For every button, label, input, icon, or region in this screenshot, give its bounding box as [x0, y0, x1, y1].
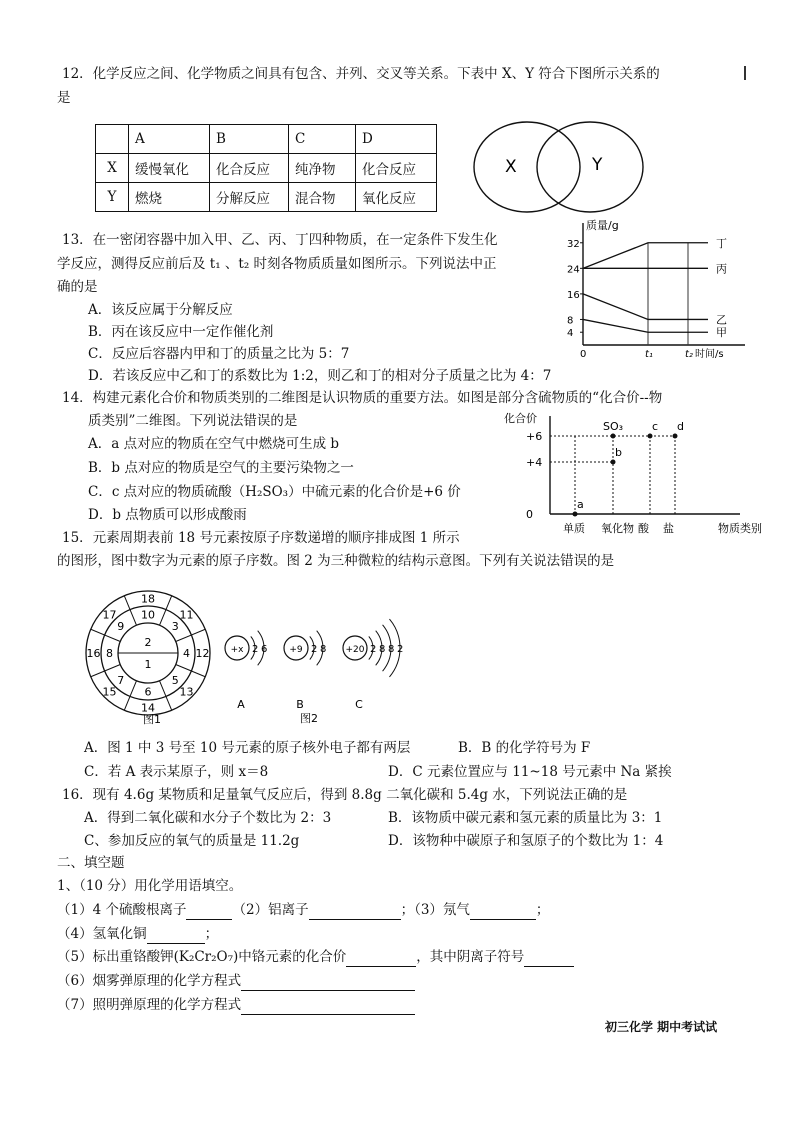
nucleus-charge: +x: [230, 645, 244, 655]
ring-spoke: [176, 664, 206, 676]
x-tick-label: 盐: [663, 522, 674, 535]
venn-diagram: [470, 115, 650, 215]
table-cell: 氧化反应: [356, 183, 437, 212]
series-label: 丙: [716, 262, 727, 276]
table-cell: 分解反应: [210, 183, 289, 212]
q12-stem-line2: 是: [57, 90, 71, 106]
item5-label: （5）标出重铬酸钾(K₂Cr₂O₇)中铬元素的化合价: [57, 949, 347, 965]
venn-label-x: X: [505, 157, 517, 177]
answer-blank-2[interactable]: [309, 905, 401, 920]
nucleus-charge: +20: [345, 645, 365, 655]
item3-label: ；（3）氖气: [400, 902, 470, 918]
q14-stem-line2: 质类别”二维图。下列说法错误的是: [88, 413, 298, 429]
section2-intro: 1、（10 分）用化学用语填空。: [57, 878, 243, 894]
element-number: 13: [179, 685, 194, 699]
q15-option-b: B．B 的化学符号为 F: [458, 740, 591, 756]
venn-circle-y: [537, 122, 643, 212]
q16-option-c: C、参加反应的氧气的质量是 11.2g: [84, 833, 300, 849]
answer-blank-4[interactable]: [147, 929, 205, 944]
item6-label: （6）烟雾弹原理的化学方程式: [57, 973, 242, 989]
q13-stem-line3: 确的是: [57, 279, 98, 295]
answer-blank-7[interactable]: [241, 1000, 415, 1015]
q14-option-d: D．b 点物质可以形成酸雨: [88, 507, 247, 523]
x-axis-label: 物质类别: [718, 522, 762, 535]
x-tick-label: t₂: [685, 349, 693, 360]
data-point: [611, 460, 616, 465]
table-cell: 化合反应: [356, 154, 437, 183]
q16-option-d: D．该物种中碳原子和氢原子的个数比为 1：4: [388, 833, 664, 849]
q14-option-c: C．c 点对应的物质硫酸（H₂SO₃）中硫元素的化合价是+6 价: [88, 484, 461, 500]
x-tick-label: 酸: [638, 522, 649, 535]
shell-electrons: 8: [320, 644, 327, 655]
x-tick-label: 氧化物: [601, 522, 634, 535]
shell-electrons: 2: [397, 644, 404, 655]
data-label: a: [577, 498, 584, 511]
q16-option-a: A．得到二氧化碳和水分子个数比为 2：3: [84, 810, 332, 826]
series-label: 丁: [716, 236, 727, 250]
data-label: d: [677, 420, 684, 433]
figure1-caption: 图1: [143, 713, 161, 726]
series-line: [583, 319, 708, 332]
section2-title: 二、填空题: [57, 855, 125, 871]
table-cell: 化合反应: [210, 154, 289, 183]
q16-stem: 16．现有 4.6g 某物质和足量氧气反应后，得到 8.8g 二氧化碳和 5.4g 水，下列说法正确的是: [62, 787, 628, 803]
q12-table: [95, 124, 437, 212]
ring-spoke: [159, 681, 171, 711]
series-label: 乙: [716, 313, 727, 327]
shell-electrons: 8: [379, 644, 386, 655]
item1-label: （1）4 个硫酸根离子: [57, 902, 187, 918]
element-number: 15: [102, 685, 117, 699]
data-label: b: [615, 446, 622, 459]
table-header-cell: B: [210, 125, 289, 154]
element-number: 3: [171, 619, 179, 633]
margin-mark: [744, 66, 746, 80]
data-point: [573, 512, 578, 517]
answer-blank-5b[interactable]: [524, 952, 574, 967]
mass-time-chart: [545, 215, 750, 365]
element-number: 1: [144, 658, 152, 671]
answer-blank-5a[interactable]: [346, 952, 416, 967]
item5-label-b: ，其中阴离子符号: [416, 949, 525, 965]
valence-category-chart: [500, 408, 762, 540]
shell-electrons: 2: [370, 644, 377, 655]
element-number: 16: [86, 647, 101, 660]
ring-spoke: [91, 664, 121, 676]
element-number: 8: [106, 647, 113, 660]
table-cell: 缓慢氧化: [129, 154, 210, 183]
series-line: [583, 294, 708, 320]
table-row: [96, 125, 437, 154]
x-axis-label: 时间/s: [695, 349, 724, 360]
y-tick-label: 16: [567, 289, 580, 301]
y-tick-label: +6: [526, 430, 543, 443]
q12-stem-line1: 12．化学反应之间、化学物质之间具有包含、并列、交叉等关系。下表中 X、Y 符合下图所示关系的: [62, 66, 660, 82]
item3-end: ；: [535, 902, 550, 918]
y-tick-label: 24: [567, 264, 580, 276]
table-header-cell: A: [129, 125, 210, 154]
ring-spoke: [124, 596, 136, 626]
q13-option-b: B．丙在该反应中一定作催化剂: [88, 324, 274, 340]
element-number: 6: [144, 685, 152, 699]
answer-blank-6[interactable]: [241, 976, 415, 991]
element-number: 9: [117, 619, 125, 633]
answer-blank-1[interactable]: [186, 905, 232, 920]
q13-option-c: C．反应后容器内甲和丁的质量之比为 5：7: [88, 346, 350, 362]
particle-label: B: [296, 698, 304, 711]
particle-label: C: [355, 698, 363, 711]
q13-option-d: D．若该反应中乙和丁的系数比为 1:2，则乙和丁的相对分子质量之比为 4：7: [88, 368, 552, 384]
element-number: 18: [141, 592, 155, 606]
y-tick-label: +4: [526, 456, 543, 469]
data-point: [673, 434, 678, 439]
shell-electrons: 8: [388, 644, 395, 655]
table-cell: 混合物: [289, 183, 356, 212]
page-footer: 初三化学 期中考试试: [605, 1020, 718, 1034]
q15-option-c: C．若 A 表示某原子，则 x＝8: [84, 764, 269, 780]
y-tick-label: 0: [526, 508, 533, 521]
q14-option-b: B．b 点对应的物质是空气的主要污染物之一: [88, 460, 354, 476]
element-number: 14: [141, 701, 155, 715]
item2-label: （2）铝离子: [232, 902, 309, 918]
fill-item-4: [57, 924, 218, 944]
q15-option-a: A．图 1 中 3 号至 10 号元素的原子核外电子都有两层: [84, 740, 411, 756]
answer-blank-3[interactable]: [470, 905, 536, 920]
data-point: [611, 434, 616, 439]
shell-electrons: 2: [252, 644, 259, 655]
figure2-caption: 图2: [300, 712, 318, 725]
series-line: [583, 243, 708, 269]
q16-option-b: B．该物质中碳元素和氢元素的质量比为 3：1: [388, 810, 663, 826]
element-number: 2: [144, 636, 152, 649]
x-tick-label: 单质: [563, 522, 585, 535]
y-tick-label: 32: [567, 238, 580, 250]
data-point: [648, 434, 653, 439]
y-axis-label: 化合价: [504, 412, 537, 425]
element-number: 11: [179, 608, 194, 622]
table-cell: [96, 125, 129, 154]
figure2-particle-diagrams: [220, 600, 430, 725]
data-label: SO₃: [603, 420, 624, 433]
x-tick-label: t₁: [645, 349, 653, 360]
ring-spoke: [176, 629, 206, 641]
table-cell: 燃烧: [129, 183, 210, 212]
table-header-cell: C: [289, 125, 356, 154]
table-cell: X: [96, 154, 129, 183]
q14-option-a: A．a 点对应的物质在空气中燃烧可生成 b: [88, 436, 340, 452]
fill-item-1-4: [57, 900, 549, 920]
fill-item-6: [57, 971, 415, 991]
shell-electrons: 6: [261, 644, 268, 655]
item4-label: （4）氢氧化铜: [57, 926, 147, 942]
data-label: c: [652, 420, 659, 433]
y-tick-label: 4: [567, 328, 574, 340]
table-cell: Y: [96, 183, 129, 212]
particle-label: A: [237, 698, 245, 711]
table-row: [96, 154, 437, 183]
table-row: [96, 183, 437, 212]
venn-label-y: Y: [592, 155, 603, 175]
element-number: 5: [171, 674, 179, 688]
ring-spoke: [159, 596, 171, 626]
element-number: 17: [102, 608, 117, 622]
element-number: 4: [183, 647, 190, 660]
fill-item-7: [57, 995, 415, 1015]
table-cell: 纯净物: [289, 154, 356, 183]
element-number: 12: [195, 647, 210, 660]
x-tick-label: 0: [580, 349, 587, 360]
q14-stem-line1: 14．构建元素化合价和物质类别的二维图是认识物质的重要方法。如图是部分含硫物质的“化合价--物: [62, 390, 663, 406]
element-number: 10: [141, 608, 155, 622]
q13-option-a: A．该反应属于分解反应: [88, 302, 233, 318]
nucleus-charge: +9: [289, 645, 303, 655]
fill-item-5: [57, 947, 574, 967]
q15-option-d: D．C 元素位置应与 11~18 号元素中 Na 紧挨: [388, 764, 672, 780]
figure1-ring-table: [80, 585, 220, 730]
q15-stem-line1: 15．元素周期表前 18 号元素按原子序数递增的顺序排成图 1 所示: [62, 530, 460, 546]
series-label: 甲: [716, 326, 727, 340]
item7-label: （7）照明弹原理的化学方程式: [57, 997, 242, 1013]
q15-stem-line2: 的图形，图中数字为元素的原子序数。图 2 为三种微粒的结构示意图。下列有关说法错误的是: [57, 553, 615, 569]
y-tick-label: 8: [567, 315, 574, 327]
item4-end: ；: [204, 926, 219, 942]
q13-stem-line2: 学反应，测得反应前后及 t₁ 、t₂ 时刻各物质质量如图所示。下列说法中正: [57, 256, 497, 272]
ring-spoke: [124, 681, 136, 711]
ring-spoke: [91, 629, 121, 641]
y-axis-label: 质量/g: [586, 219, 619, 232]
venn-circle-x: [474, 122, 580, 212]
shell-electrons: 2: [311, 644, 318, 655]
element-number: 7: [117, 674, 125, 688]
q13-stem-line1: 13．在一密闭容器中加入甲、乙、丙、丁四种物质，在一定条件下发生化: [62, 232, 498, 248]
table-header-cell: D: [356, 125, 437, 154]
